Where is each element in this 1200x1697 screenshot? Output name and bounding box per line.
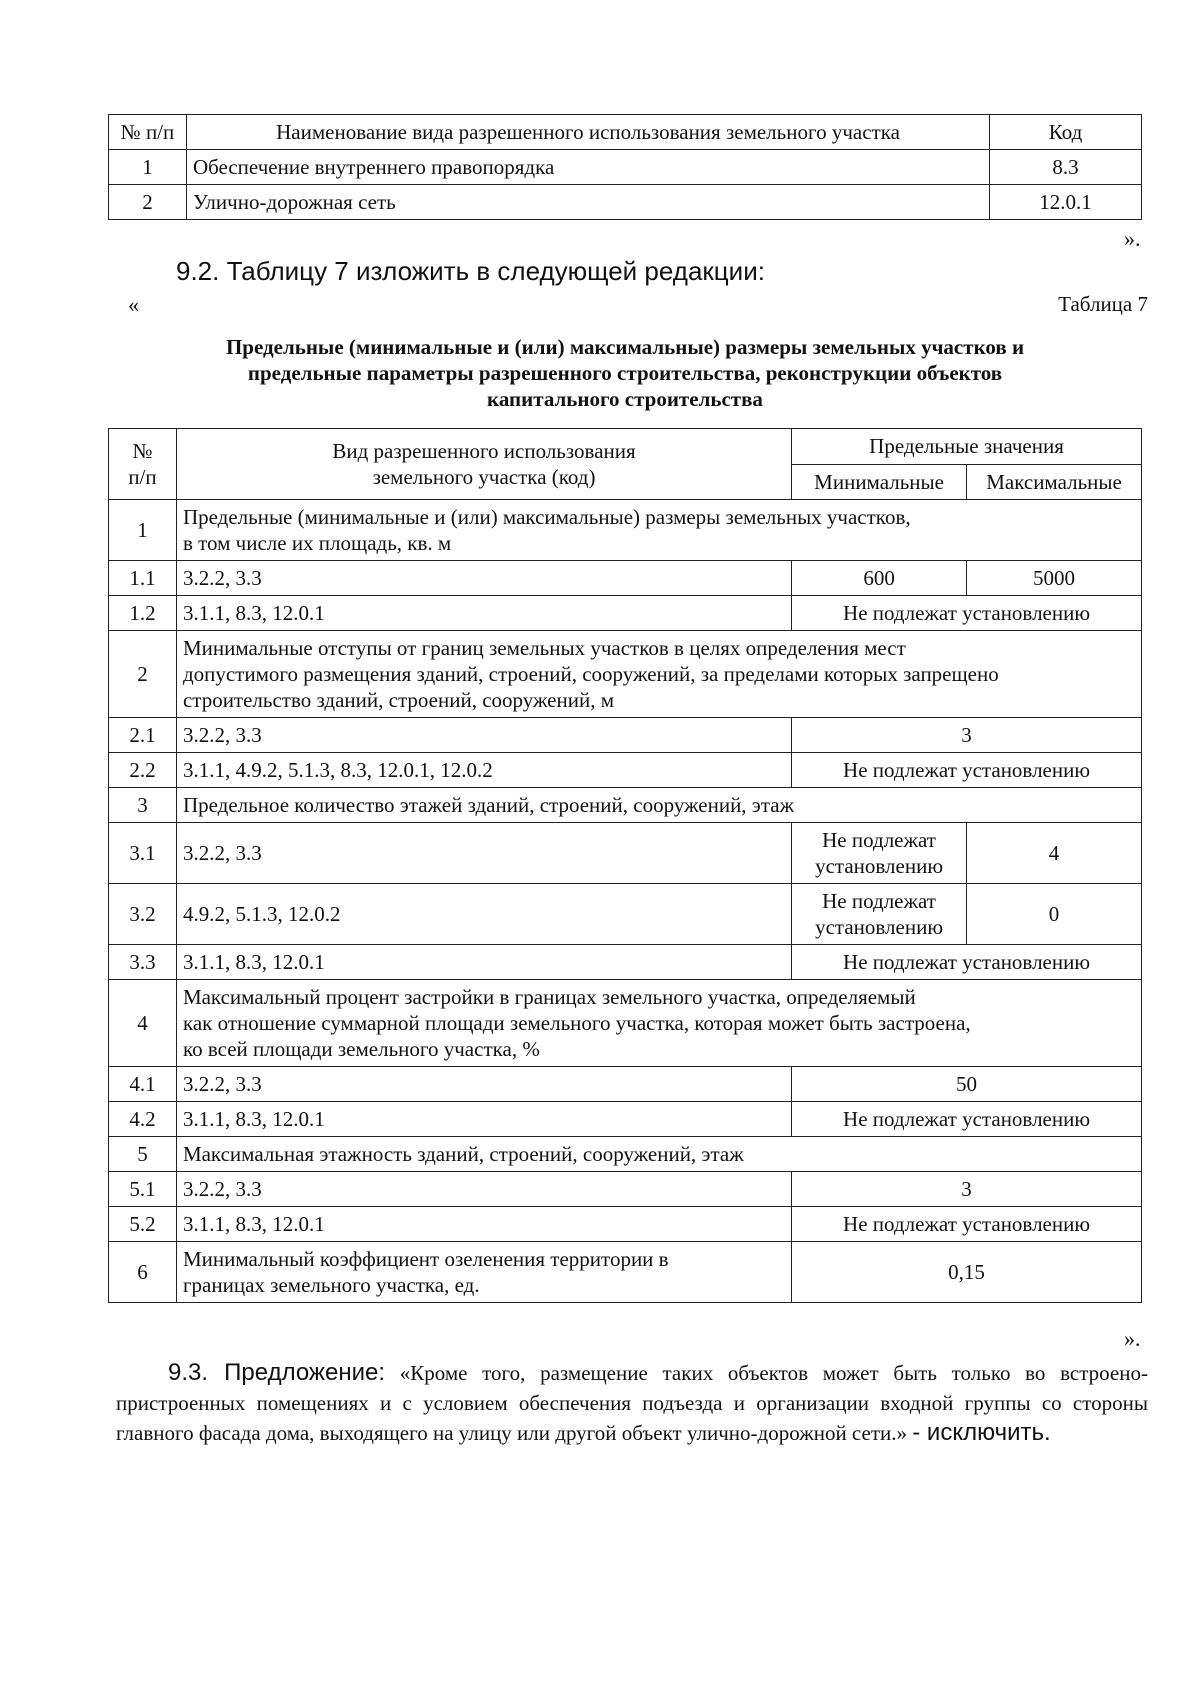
row-num: 2.1 bbox=[109, 718, 177, 753]
row-min: Не подлежат установлению bbox=[792, 884, 967, 945]
row-code: 8.3 bbox=[990, 150, 1142, 185]
limits-table bbox=[108, 428, 1142, 1303]
table-row bbox=[109, 823, 1142, 884]
table-row bbox=[109, 945, 1142, 980]
row-code: 3.2.2, 3.3 bbox=[176, 823, 791, 884]
col-header-max: Максимальные bbox=[967, 464, 1142, 500]
table-row bbox=[109, 150, 1142, 185]
paragraph-body: «Кроме того, размещение таких объектов может быть только во встроено-пристроенных помещениях и с условием обеспечения подъезда и организации входной группы со стороны главного фасада дома, выходящего на улицу или другой объект улично-дорожной сети.» bbox=[116, 1361, 1148, 1445]
row-num: 1 bbox=[109, 150, 187, 185]
table-row bbox=[109, 500, 1142, 561]
title-line: предельные параметры разрешенного строительства, реконструкции объектов bbox=[247, 361, 1003, 385]
title-line: капитального строительства bbox=[487, 387, 763, 411]
row-num: 2 bbox=[109, 631, 177, 718]
table-row bbox=[109, 1172, 1142, 1207]
row-code: 3.2.2, 3.3 bbox=[176, 1067, 791, 1102]
closing-quote: ». bbox=[1124, 226, 1141, 251]
table-row bbox=[109, 1102, 1142, 1137]
row-code: 3.2.2, 3.3 bbox=[176, 561, 791, 596]
table-row bbox=[109, 1067, 1142, 1102]
row-max: 5000 bbox=[967, 561, 1142, 596]
col-header-name: Наименование вида разрешенного использования земельного участка bbox=[186, 115, 989, 150]
row-num: 4 bbox=[109, 980, 177, 1067]
table-row bbox=[109, 718, 1142, 753]
row-text: Предельное количество этажей зданий, строений, сооружений, этаж bbox=[176, 788, 1141, 823]
row-code: 3.2.2, 3.3 bbox=[176, 718, 791, 753]
row-num: 5 bbox=[109, 1137, 177, 1172]
row-code: 3.1.1, 4.9.2, 5.1.3, 8.3, 12.0.1, 12.0.2 bbox=[176, 753, 791, 788]
col-header-min: Минимальные bbox=[792, 464, 967, 500]
row-num: 3.2 bbox=[109, 884, 177, 945]
closing-quote: ». bbox=[1124, 1326, 1141, 1351]
row-num: 3.3 bbox=[109, 945, 177, 980]
row-min: Не подлежат установлению bbox=[792, 823, 967, 884]
table-header-row bbox=[109, 429, 1142, 465]
table-row bbox=[109, 185, 1142, 220]
table-row bbox=[109, 753, 1142, 788]
table-title bbox=[108, 334, 1142, 412]
row-num: 2 bbox=[109, 185, 187, 220]
col-header-num: № п/п bbox=[109, 115, 187, 150]
row-max: 4 bbox=[967, 823, 1142, 884]
table-row bbox=[109, 788, 1142, 823]
col-header-num: № п/п bbox=[109, 429, 177, 500]
col-header-vid: Вид разрешенного использования земельного участка (код) bbox=[176, 429, 791, 500]
table-row bbox=[109, 561, 1142, 596]
row-code: 12.0.1 bbox=[990, 185, 1142, 220]
section-heading: 9.2. Таблицу 7 изложить в следующей редакции: bbox=[176, 256, 765, 286]
row-num: 1 bbox=[109, 500, 177, 561]
row-code: 3.1.1, 8.3, 12.0.1 bbox=[176, 596, 791, 631]
row-num: 2.2 bbox=[109, 753, 177, 788]
row-value: 3 bbox=[792, 718, 1142, 753]
row-text: Максимальный процент застройки в границах земельного участка, определяемый как отношение суммарной площади земельного участка, которая может быть застроена, ко всей площади земельного участка, % bbox=[176, 980, 1141, 1067]
row-code: 3.1.1, 8.3, 12.0.1 bbox=[176, 945, 791, 980]
opening-quote: « bbox=[128, 292, 139, 317]
row-num: 4.2 bbox=[109, 1102, 177, 1137]
col-header-code: Код bbox=[990, 115, 1142, 150]
table-row bbox=[109, 980, 1142, 1067]
row-num: 1.1 bbox=[109, 561, 177, 596]
table-row bbox=[109, 884, 1142, 945]
table-row bbox=[109, 631, 1142, 718]
row-num: 4.1 bbox=[109, 1067, 177, 1102]
row-code: 3.1.1, 8.3, 12.0.1 bbox=[176, 1207, 791, 1242]
row-value: 50 bbox=[792, 1067, 1142, 1102]
row-num: 3.1 bbox=[109, 823, 177, 884]
table-row bbox=[109, 1207, 1142, 1242]
row-value: 0,15 bbox=[792, 1242, 1142, 1303]
row-value: Не подлежат установлению bbox=[792, 1207, 1142, 1242]
row-name: Обеспечение внутреннего правопорядка bbox=[186, 150, 989, 185]
row-value: Не подлежат установлению bbox=[792, 596, 1142, 631]
row-text: Предельные (минимальные и (или) максимальные) размеры земельных участков, в том числе их площадь, кв. м bbox=[176, 500, 1141, 561]
table-row bbox=[109, 1137, 1142, 1172]
paragraph-lead: 9.3. Предложение: bbox=[168, 1359, 386, 1386]
table-row bbox=[109, 596, 1142, 631]
row-value: Не подлежат установлению bbox=[792, 753, 1142, 788]
land-use-table bbox=[108, 114, 1142, 220]
table-header-row bbox=[109, 115, 1142, 150]
row-num: 3 bbox=[109, 788, 177, 823]
table-row bbox=[109, 1242, 1142, 1303]
row-num: 5.2 bbox=[109, 1207, 177, 1242]
row-num: 1.2 bbox=[109, 596, 177, 631]
row-value: Не подлежат установлению bbox=[792, 1102, 1142, 1137]
row-max: 0 bbox=[967, 884, 1142, 945]
paragraph-9-3 bbox=[116, 1358, 1148, 1448]
title-line: Предельные (минимальные и (или) максимальные) размеры земельных участков и bbox=[225, 335, 1025, 359]
row-num: 6 bbox=[109, 1242, 177, 1303]
row-name: Улично-дорожная сеть bbox=[186, 185, 989, 220]
row-num: 5.1 bbox=[109, 1172, 177, 1207]
paragraph-tail: - исключить. bbox=[912, 1419, 1051, 1446]
row-text: Минимальные отступы от границ земельных участков в целях определения мест допустимого размещения зданий, строений, сооружений, за пределами которых запрещено строительство зданий, строений, сооружений, м bbox=[176, 631, 1141, 718]
row-text: Минимальный коэффициент озеленения территории в границах земельного участка, ед. bbox=[176, 1242, 791, 1303]
col-header-limits: Предельные значения bbox=[792, 429, 1142, 465]
row-text: Максимальная этажность зданий, строений, сооружений, этаж bbox=[176, 1137, 1141, 1172]
row-min: 600 bbox=[792, 561, 967, 596]
row-code: 3.1.1, 8.3, 12.0.1 bbox=[176, 1102, 791, 1137]
table-label: Таблица 7 bbox=[1058, 292, 1148, 316]
row-code: 4.9.2, 5.1.3, 12.0.2 bbox=[176, 884, 791, 945]
row-value: 3 bbox=[792, 1172, 1142, 1207]
row-code: 3.2.2, 3.3 bbox=[176, 1172, 791, 1207]
row-value: Не подлежат установлению bbox=[792, 945, 1142, 980]
